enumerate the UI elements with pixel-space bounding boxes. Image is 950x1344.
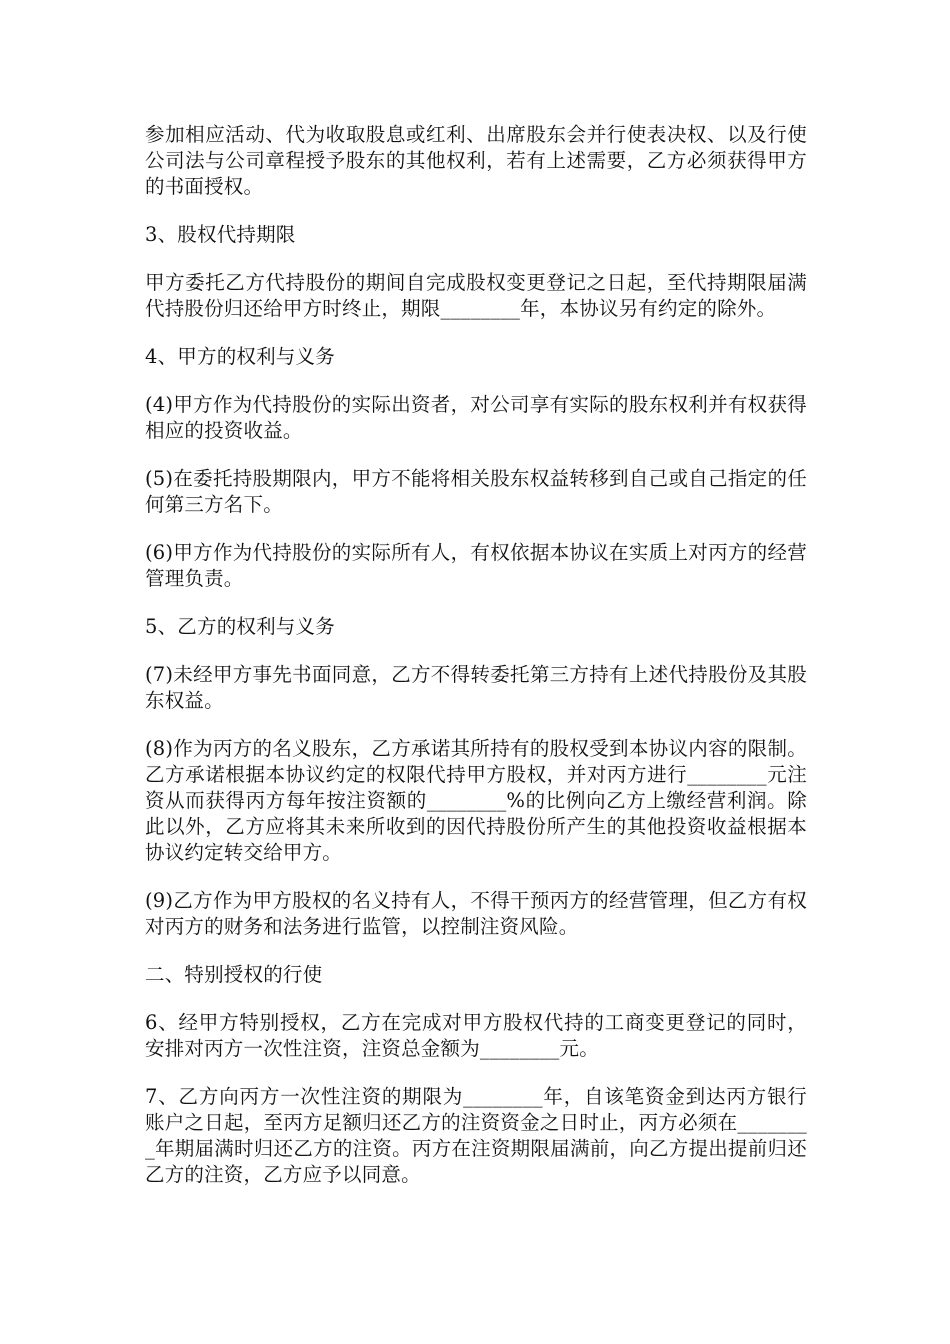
heading-special-authorization: 二、特别授权的行使 — [145, 963, 323, 986]
paragraph-item-6: (6)甲方作为代持股份的实际所有人，有权依据本协议在实质上对丙方的经营管理负责。 — [145, 541, 807, 590]
paragraph-item-7: (7)未经甲方事先书面同意，乙方不得转委托第三方持有上述代持股份及其股东权益。 — [145, 663, 807, 712]
paragraph-item-4: (4)甲方作为代持股份的实际出资者，对公司享有实际的股东权利并有权获得相应的投资收益。 — [145, 393, 807, 442]
paragraph-clause-6: 6、经甲方特别授权，乙方在完成对甲方股权代持的工商变更登记的同时，安排对丙方一次性注资，注资总金额为________元。 — [145, 1011, 807, 1060]
paragraph-item-5: (5)在委托持股期限内，甲方不能将相关股东权益转移到自己或自己指定的任何第三方名下。 — [145, 467, 807, 516]
paragraph-holding-period: 甲方委托乙方代持股份的期间自完成股权变更登记之日起，至代持期限届满代持股份归还给甲方时终止，期限________年，本协议另有约定的除外。 — [145, 271, 807, 320]
heading-party-b-rights: 5、乙方的权利与义务 — [145, 615, 335, 638]
document-body — [145, 122, 807, 1210]
paragraph-item-8: (8)作为丙方的名义股东，乙方承诺其所持有的股权受到本协议内容的限制。乙方承诺根据本协议约定的权限代持甲方股权，并对丙方进行________元注资从而获得丙方每年按注资额的________%的比例向乙方上缴经营利润。除此以外，乙方应将其未来所收到的因代持股份所产生的其他投资收益根据本协议约定转交给甲方。 — [145, 737, 807, 864]
heading-party-a-rights: 4、甲方的权利与义务 — [145, 345, 335, 368]
paragraph-clause-7: 7、乙方向丙方一次性注资的期限为________年，自该笔资金到达丙方银行账户之日起，至丙方足额归还乙方的注资资金之日时止，丙方必须在________年期届满时归还乙方的注资。丙方在注资期限届满前，向乙方提出提前归还乙方的注资，乙方应予以同意。 — [145, 1085, 807, 1186]
paragraph-voting-rights: 参加相应活动、代为收取股息或红利、出席股东会并行使表决权、以及行使公司法与公司章程授予股东的其他权利，若有上述需要，乙方必须获得甲方的书面授权。 — [145, 123, 807, 198]
heading-holding-period: 3、股权代持期限 — [145, 223, 296, 246]
paragraph-item-9: (9)乙方作为甲方股权的名义持有人，不得干预丙方的经营管理，但乙方有权对丙方的财务和法务进行监管，以控制注资风险。 — [145, 889, 807, 938]
